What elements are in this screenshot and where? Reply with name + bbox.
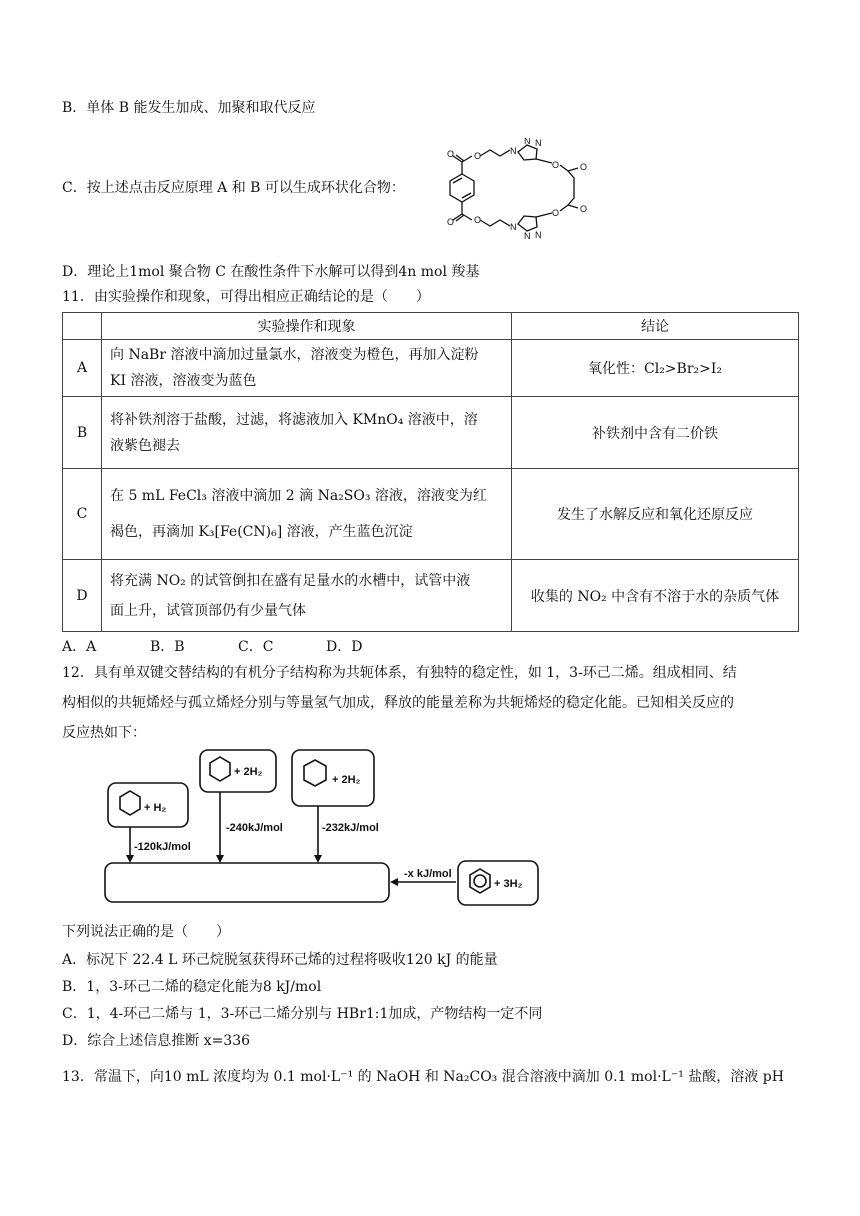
row-operation-line: 将补铁剂溶于盐酸，过滤，将滤液加入 KMnO₄ 溶液中，溶 <box>110 411 478 428</box>
q11-choices <box>62 636 414 656</box>
box1-label: + H₂ <box>144 802 167 814</box>
row-conclusion: 收集的 NO₂ 中含有不溶于水的杂质气体 <box>512 560 799 632</box>
row-operation <box>102 560 512 632</box>
svg-text:O: O <box>447 217 455 227</box>
box4-label: + 3H₂ <box>494 878 523 890</box>
row-conclusion: 发生了水解反应和氧化还原反应 <box>512 469 799 560</box>
row-operation-line: 面上升，试管顶部仍有少量气体 <box>110 602 306 619</box>
svg-text:N: N <box>524 138 531 146</box>
row-label: C <box>63 469 102 560</box>
svg-text:O: O <box>580 204 588 214</box>
choice-d: D．D <box>326 639 363 655</box>
table-row <box>63 340 799 397</box>
table-header-conclusion: 结论 <box>512 313 799 340</box>
q10-option-c: C．按上述点击反应原理 A 和 B 可以生成环状化合物： <box>62 180 405 196</box>
table-row <box>63 469 799 560</box>
q12-option-d: D．综合上述信息推断 x=336 <box>62 1033 251 1049</box>
delta-h-1: -120kJ/mol <box>134 841 191 853</box>
box2-label: + 2H₂ <box>234 766 263 778</box>
q12-option-a: A．标况下 22.4 L 环己烷脱氢获得环己烯的过程将吸收120 kJ 的能量 <box>62 952 498 968</box>
row-label: D <box>63 560 102 632</box>
svg-text:O: O <box>447 149 455 159</box>
reaction-heat-diagram <box>100 745 550 910</box>
svg-text:O: O <box>474 151 482 161</box>
row-conclusion: 补铁剂中含有二价铁 <box>512 397 799 469</box>
table-header-row <box>63 313 799 340</box>
row-operation-line: 褐色，再滴加 K₃[Fe(CN)₆] 溶液，产生蓝色沉淀 <box>110 524 413 540</box>
q10-option-d: D．理论上1mol 聚合物 C 在酸性条件下水解可以得到4n mol 羧基 <box>62 264 480 280</box>
q12-option-b: B．1，3-环己二烯的稳定化能为8 kJ/mol <box>62 979 322 995</box>
product-level-box <box>105 863 389 902</box>
q12-option-c: C．1，4-环己二烯与 1，3-环己二烯分别与 HBr1:1加成，产物结构一定不同 <box>62 1006 543 1022</box>
row-conclusion: 氧化性：Cl₂>Br₂>I₂ <box>512 340 799 397</box>
q11-stem: 11．由实验操作和现象，可得出相应正确结论的是（ ） <box>62 289 430 305</box>
table-row <box>63 397 799 469</box>
q12-stem <box>62 658 802 748</box>
q12-stem-line: 12．具有单双键交替结构的有机分子结构称为共轭体系，有独特的稳定性，如 1，3-环己二烯。组成相同、结 <box>62 665 737 681</box>
row-operation-line: 液紫色褪去 <box>110 437 180 454</box>
svg-text:N: N <box>524 231 531 241</box>
svg-text:N: N <box>510 222 517 232</box>
delta-h-3: -232kJ/mol <box>322 822 379 834</box>
row-operation-line: KI 溶液，溶液变为蓝色 <box>110 373 257 389</box>
row-label: B <box>63 397 102 469</box>
choice-b: B．B <box>150 639 185 655</box>
row-operation-line: 向 NaBr 溶液中滴加过量氯水，溶液变为橙色，再加入淀粉 <box>110 347 479 363</box>
choice-c: C．C <box>238 639 274 655</box>
delta-h-2: -240kJ/mol <box>226 822 283 834</box>
q12-question: 下列说法正确的是（ ） <box>62 924 230 940</box>
svg-text:O: O <box>580 162 588 172</box>
q12-stem-line: 构相似的共轭烯烃与孤立烯烃分别与等量氢气加成，释放的能量差称为共轭烯烃的稳定化能。已知相关反应的 <box>62 695 734 711</box>
svg-text:N: N <box>535 230 542 240</box>
q12-stem-line: 反应热如下： <box>62 725 146 741</box>
q11-table <box>62 312 799 632</box>
macrocycle-structure-image <box>440 138 600 250</box>
svg-text:N: N <box>510 146 517 156</box>
svg-text:O: O <box>552 160 560 170</box>
table-row <box>63 560 799 632</box>
table-header-label <box>63 313 102 340</box>
row-operation-line: 将充满 NO₂ 的试管倒扣在盛有足量水的水槽中，试管中液 <box>110 572 471 589</box>
row-operation <box>102 340 512 397</box>
delta-h-4: -x kJ/mol <box>404 868 452 880</box>
q13-stem: 13．常温下，向10 mL 浓度均为 0.1 mol·L⁻¹ 的 NaOH 和 Na₂CO₃ 混合溶液中滴加 0.1 mol·L⁻¹ 盐酸，溶液 pH <box>62 1069 784 1085</box>
q10-option-b: B．单体 B 能发生加成、加聚和取代反应 <box>62 100 316 116</box>
svg-text:O: O <box>474 215 482 225</box>
svg-text:N: N <box>535 138 542 148</box>
row-operation-line: 在 5 mL FeCl₃ 溶液中滴加 2 滴 Na₂SO₃ 溶液，溶液变为红 <box>110 488 487 504</box>
choice-a: A．A <box>62 639 97 655</box>
table-header-operation: 实验操作和现象 <box>102 313 512 340</box>
row-label: A <box>63 340 102 397</box>
row-operation <box>102 469 512 560</box>
row-operation <box>102 397 512 469</box>
svg-text:O: O <box>552 208 560 218</box>
box3-label: + 2H₂ <box>332 774 361 786</box>
